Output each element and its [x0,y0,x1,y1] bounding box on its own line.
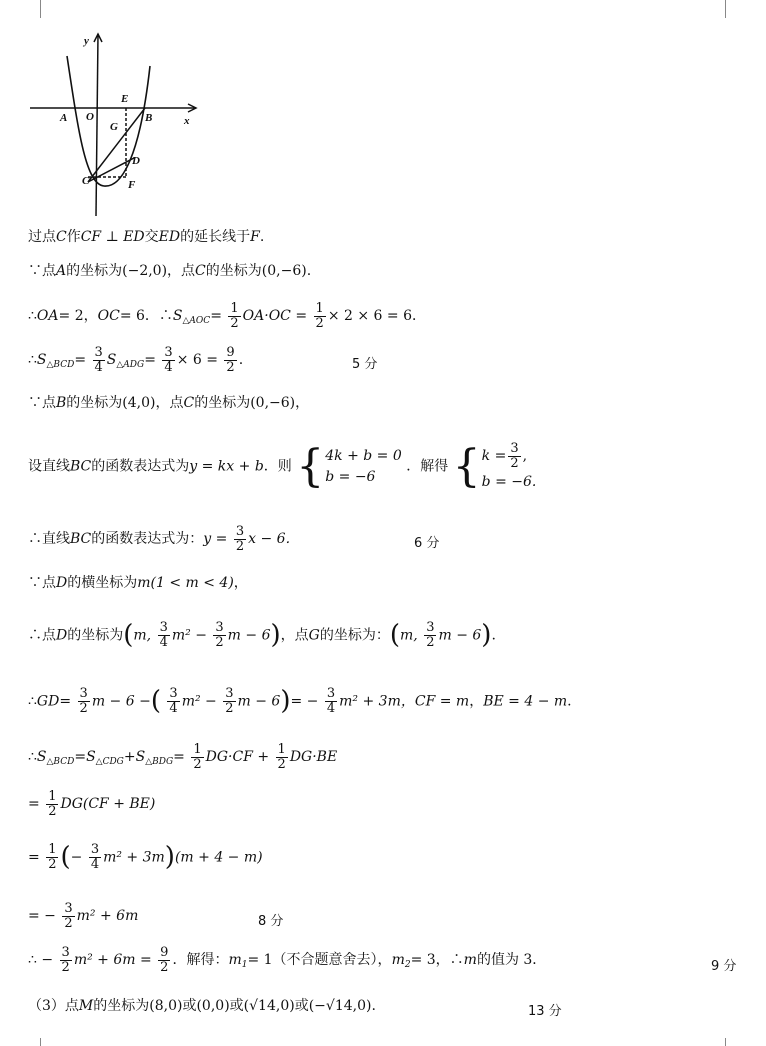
line-14: = − $\frac{3}{2}$ m² + 6m [28,901,139,931]
fraction: $\frac{1}{2}$ [230,301,239,331]
line-8: ∵点D的横坐标为m(1 < m < 4)， [28,575,248,591]
line-7: ∴直线BC的函数表达式为：y = $\frac{3}{2}$ x − 6． [28,524,300,554]
fraction: $\frac{1}{2}$ [193,742,202,772]
line-3: ∴OA= 2，OC= 6．$\therefore S_{\triangle AOC}=$ $\frac{1}{2}$ OA·OC = $\frac{1}{2}$ × 2 × 6 = 6． [28,301,426,331]
line-2: ∵点A的坐标为(−2,0)，点C的坐标为(0,−6). [28,263,312,279]
label-x: x [184,115,190,127]
line-5: ∵点B的坐标为(4,0)，点C的坐标为(0,−6)， [28,395,310,411]
label-O: O [86,111,94,123]
corner-mark-bottom-right [725,1038,744,1046]
fraction: $\frac{1}{2}$ [277,742,286,772]
fraction: $\frac{9}{2}$ [160,945,169,975]
fraction: $\frac{3}{2}$ [215,620,224,651]
fraction: $\frac{3}{2}$ [235,524,245,554]
fraction: $\frac{3}{4}$ [94,345,103,375]
fraction: $\frac{3}{2}$ [79,686,88,717]
line-9: ∴点D的坐标为(m, $\frac{3}{4}$ m² − $\frac{3}{2}$ m − 6)，点G的坐标为：(m, $\frac{3}{2}$ m − 6). [28,620,496,651]
line-13: = $\frac{1}{2}$ (− $\frac{3}{4}$ m² + 3m)(m + 4 − m) [28,842,263,873]
fraction: $\frac{1}{2}$ [315,301,324,331]
score-5: 5 分 [352,357,378,372]
label-F: F [128,179,136,191]
y-axis [96,34,98,216]
parabola-figure [24,26,210,222]
label-A: A [60,112,68,124]
line-1: 过点C作CF ⊥ ED交ED的延长线于F. [28,229,265,245]
fraction: $\frac{3}{4}$ [169,686,178,717]
line-11: $\therefore S_{\triangle BCD}=S_{\triangle CDG}+S_{\triangle BDG}=$ $\frac{1}{2}$ DG·CF + $\frac{1}{2}$ DG·BE [28,742,338,772]
fraction: $\frac{3}{4}$ [164,345,173,375]
line-4: $\therefore S_{\triangle BCD}=$ $\frac{3}{4}$ $S_{\triangle ADG}=$ $\frac{3}{4}$ × 6 = $\frac{9}{2}$ . [28,345,244,375]
fraction: $\frac{3}{4}$ [326,686,336,717]
score-8: 8 分 [258,914,284,929]
line-6: 设直线BC的函数表达式为y = kx + b．则 { 4k + b = 0 b = −6 ．解得 { k = $\frac{3}{2}$ , b = −6. [28,440,537,492]
corner-mark-top-left [22,0,41,18]
label-B: B [145,112,153,124]
fraction: $\frac{1}{2}$ [48,789,57,819]
fraction: $\frac{3}{2}$ [64,901,73,931]
fraction: $\frac{3}{2}$ [61,945,70,975]
label-G: G [110,121,118,133]
solution-system: { k = $\frac{3}{2}$ , b = −6. [452,440,537,492]
score-6: 6 分 [414,536,440,551]
score-9: 9 分 [711,959,737,974]
corner-mark-bottom-left [22,1038,41,1046]
score-13: 13 分 [528,1004,562,1019]
fraction: $\frac{3}{2}$ [225,686,234,717]
fraction: $\frac{3}{4}$ [159,620,168,651]
line-12: = $\frac{1}{2}$ DG(CF + BE) [28,789,156,819]
fraction: $\frac{3}{4}$ [90,842,100,873]
fraction: $\frac{3}{2}$ [426,620,435,651]
fraction: $\frac{9}{2}$ [226,345,235,375]
fraction: $\frac{1}{2}$ [48,842,57,873]
label-D: D [132,155,140,167]
label-y: y [84,35,89,47]
line-16: （3）点M的坐标为(8,0)或(0,0)或(√14,0)或(−√14,0). [28,998,376,1014]
line-15: ∴ − $\frac{3}{2}$ m² + 6m = $\frac{9}{2}$ ．解得：$m_1= 1$（不合题意舍去），$m_2= 3$，∴m的值为 3． [28,945,547,975]
label-C: C [82,175,90,187]
corner-mark-top-right [725,0,744,18]
equation-system: { 4k + b = 0 b = −6 [296,440,402,492]
line-10: ∴GD= $\frac{3}{2}$ m − 6 −( $\frac{3}{4}$ m² − $\frac{3}{2}$ m − 6)= − $\frac{3}{4}$ m² + 3m，CF = m，BE = 4 − m. [28,686,572,717]
label-E: E [121,93,129,105]
